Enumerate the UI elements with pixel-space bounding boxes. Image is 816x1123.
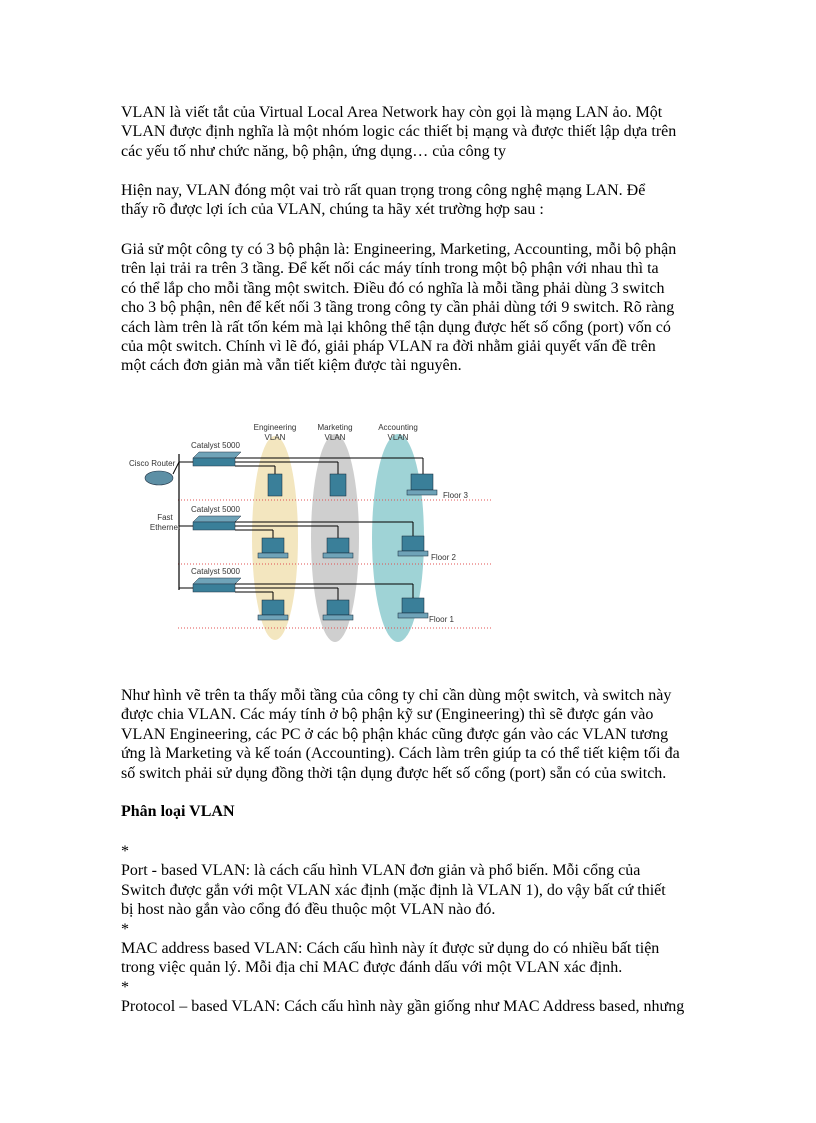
switch-label: Catalyst 5000 — [191, 441, 240, 450]
text-line: ứng là Marketing và kế toán (Accounting). Cách làm trên giúp ta có thể tiết kiệm tối đa — [121, 745, 680, 763]
switch-floor-3 — [179, 441, 241, 466]
paragraph-vlan-role — [121, 181, 701, 220]
floor-2-label: Floor 2 — [431, 553, 456, 562]
text-line: cho 3 bộ phận, nên để kết nối 3 tầng trong công ty cần phải dùng tới 9 switch. Rõ ràng — [121, 299, 675, 317]
list-item-protocol-based: Protocol – based VLAN: Cách cấu hình này gần giống như MAC Address based, nhưng — [121, 998, 685, 1016]
engineering-vlan-label: Engineering — [253, 423, 297, 432]
pc-icon — [258, 538, 288, 558]
accounting-vlan-label: Accounting — [378, 423, 418, 432]
marketing-vlan-label: Marketing — [317, 423, 353, 432]
text-line: được chia VLAN. Các máy tính ở bộ phận kỹ sư (Engineering) thì sẽ được gán vào — [121, 706, 654, 724]
accounting-vlan-label: VLAN — [387, 433, 409, 442]
server-icon — [268, 474, 282, 496]
pc-icon — [398, 598, 428, 618]
pc-icon — [323, 538, 353, 558]
vlan-type-list — [121, 842, 701, 1017]
text-line: các yếu tố như chức năng, bộ phận, ứng dụng… của công ty — [121, 142, 507, 160]
text-line: một cách đơn giản mà vẫn tiết kiệm được tài nguyên. — [121, 357, 462, 375]
text-line: Giả sử một công ty có 3 bộ phận là: Engineering, Marketing, Accounting, mỗi bộ phận — [121, 241, 677, 258]
vlan-network-diagram — [123, 414, 493, 644]
floor-3-label: Floor 3 — [443, 491, 468, 500]
router-icon — [145, 471, 173, 485]
text-line: số switch phải sử dụng đồng thời tận dụng được hết số cổng (port) sẵn có của switch. — [121, 764, 667, 782]
paragraph-company-example — [121, 240, 701, 376]
engineering-vlan-label: VLAN — [264, 433, 286, 442]
text-line: VLAN Engineering, các PC ở các bộ phận khác cũng được gán vào các VLAN tương — [121, 725, 669, 743]
text-line: của một switch. Chính vì lẽ đó, giải pháp VLAN ra đời nhằm giải quyết vấn đề trên — [121, 338, 656, 356]
text-line: thấy rõ được lợi ích của VLAN, chúng ta hãy xét trường hợp sau : — [121, 201, 544, 219]
pc-icon — [398, 536, 428, 556]
list-bullet: * — [121, 978, 129, 996]
floor-1-label: Floor 1 — [429, 615, 454, 624]
pc-icon — [258, 600, 288, 620]
switch-label: Catalyst 5000 — [191, 505, 240, 514]
switch-floor-2 — [179, 505, 241, 530]
paragraph-diagram-explanation — [121, 686, 701, 783]
text-line: Như hình vẽ trên ta thấy mỗi tầng của công ty chỉ cần dùng một switch, và switch này — [121, 687, 672, 704]
list-bullet: * — [121, 843, 129, 860]
list-item-port-based: Switch được gắn với một VLAN xác định (mặc định là VLAN 1), do vậy bất cứ thiết — [121, 881, 666, 899]
list-item-mac-based: trong việc quản lý. Mỗi địa chỉ MAC được đánh dấu với một VLAN xác định. — [121, 959, 623, 977]
text-line: trên lại trải ra trên 3 tầng. Để kết nối các máy tính trong một bộ phận với nhau thì ta — [121, 260, 659, 278]
list-item-port-based: bị host nào gắn vào cổng đó đều thuộc một VLAN nào đó. — [121, 901, 496, 919]
marketing-vlan-label: VLAN — [324, 433, 346, 442]
list-item-port-based: Port - based VLAN: là cách cấu hình VLAN đơn giản và phổ biến. Mỗi cổng của — [121, 862, 641, 880]
pc-icon — [407, 474, 437, 495]
section-heading: Phân loại VLAN — [121, 803, 235, 820]
fast-ethernet-label: Ethernet — [149, 523, 181, 532]
router-label: Cisco Router — [129, 459, 176, 468]
fast-ethernet-label: Fast — [157, 513, 173, 522]
text-line: có thể lắp cho mỗi tầng một switch. Điều đó có nghĩa là mỗi tầng phải dùng 3 switch — [121, 279, 665, 297]
list-item-mac-based: MAC address based VLAN: Cách cấu hình này ít được sử dụng do có nhiều bất tiện — [121, 940, 660, 958]
switch-floor-1 — [179, 567, 241, 592]
text-line: VLAN được định nghĩa là một nhóm logic các thiết bị mạng và được thiết lập dựa trên — [121, 123, 677, 141]
text-line: cách làm trên là rất tốn kém mà lại không thể tận dụng được hết số cổng (port) vốn có — [121, 318, 671, 336]
paragraph-vlan-definition — [121, 103, 701, 161]
switch-label: Catalyst 5000 — [191, 567, 240, 576]
text-line: Hiện nay, VLAN đóng một vai trò rất quan trọng trong công nghệ mạng LAN. Để — [121, 182, 646, 199]
pc-icon — [323, 600, 353, 620]
text-line: VLAN là viết tắt của Virtual Local Area Network hay còn gọi là mạng LAN ảo. Một — [121, 104, 663, 121]
server-icon — [330, 474, 346, 496]
list-bullet: * — [121, 920, 129, 938]
